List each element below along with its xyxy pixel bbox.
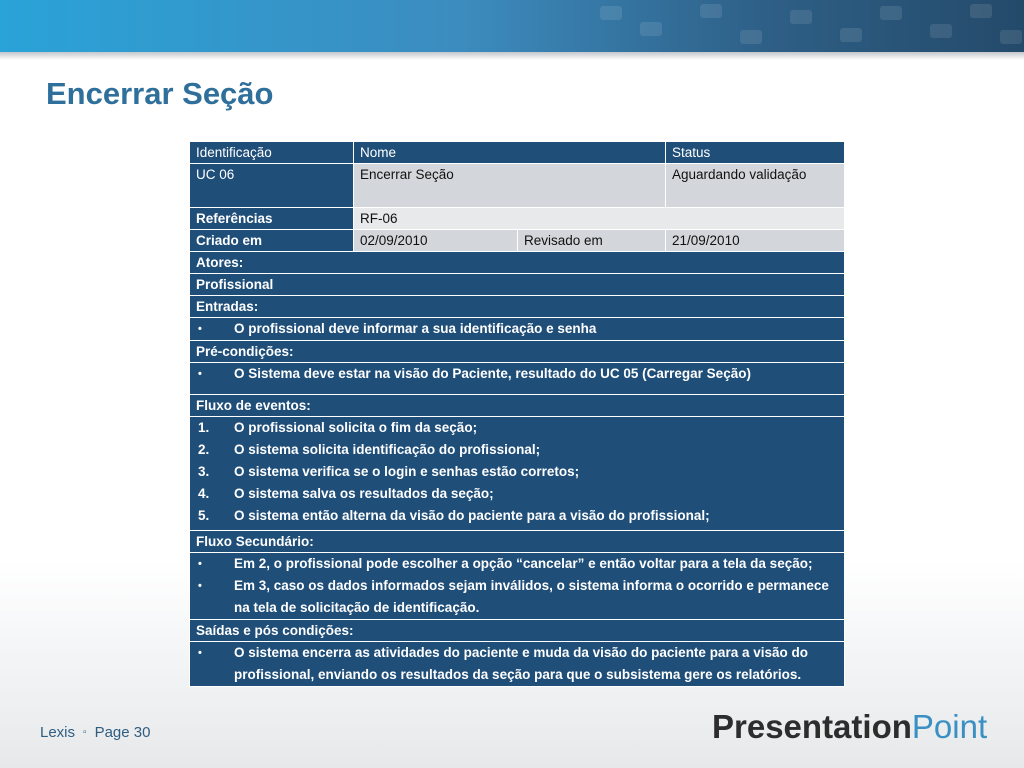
header-nome: Nome xyxy=(354,142,666,164)
page-number: Page 30 xyxy=(94,724,151,741)
table-header-row xyxy=(190,142,845,164)
table-row xyxy=(190,620,845,642)
flow-step-text: O sistema solicita identificação do profissional; xyxy=(234,442,541,457)
table-row xyxy=(190,208,845,230)
step-number: 1. xyxy=(198,420,210,435)
bullet-icon: • xyxy=(198,368,202,380)
step-number: 5. xyxy=(198,508,210,523)
references-label: Referências xyxy=(190,208,354,230)
flow-step-text: O profissional solicita o fim da seção; xyxy=(234,420,478,435)
revised-value: 21/09/2010 xyxy=(666,230,845,252)
list-item xyxy=(196,318,838,340)
flow-step-text: O sistema salva os resultados da seção; xyxy=(234,486,494,501)
footer xyxy=(40,724,150,741)
table-row xyxy=(190,230,845,252)
table-row xyxy=(190,252,845,274)
created-label: Criado em xyxy=(190,230,354,252)
header-banner xyxy=(0,0,1024,52)
uc-id: UC 06 xyxy=(190,164,354,208)
header-status: Status xyxy=(666,142,845,164)
step-number: 2. xyxy=(198,442,210,457)
footer-brand: Lexis xyxy=(40,724,76,741)
outputs-label: Saídas e pós condições: xyxy=(190,620,845,642)
bullet-icon: • xyxy=(198,647,202,659)
logo-part-presentation: Presentation xyxy=(712,708,912,745)
preconditions-cell xyxy=(190,363,845,395)
list-item xyxy=(196,575,838,619)
list-item xyxy=(196,553,838,575)
logo-part-point: Point xyxy=(911,708,988,745)
table-row xyxy=(190,341,845,363)
table-row xyxy=(190,274,845,296)
outputs-list xyxy=(196,642,838,686)
list-item xyxy=(196,483,838,505)
outputs-cell xyxy=(190,642,845,687)
table-row xyxy=(190,531,845,553)
inputs-cell xyxy=(190,318,845,341)
actors-label: Atores: xyxy=(190,252,845,274)
secondary-flow-cell xyxy=(190,553,845,620)
secondary-flow-text: Em 3, caso os dados informados sejam inválidos, o sistema informa o ocorrido e permanece na tela de solicitação de identificação. xyxy=(234,578,829,615)
list-item xyxy=(196,505,838,527)
preconditions-list xyxy=(196,363,838,385)
table-row xyxy=(190,318,845,341)
secondary-flow-list xyxy=(196,553,838,619)
list-item xyxy=(196,439,838,461)
slide-title: Encerrar Seção xyxy=(46,76,274,111)
preconditions-label: Pré-condições: xyxy=(190,341,845,363)
bullet-icon: • xyxy=(198,323,202,335)
use-case-table xyxy=(189,141,845,687)
table-row xyxy=(190,395,845,417)
flow-cell xyxy=(190,417,845,531)
table-row xyxy=(190,417,845,531)
secondary-flow-text: Em 2, o profissional pode escolher a opção “cancelar” e então voltar para a tela da seção; xyxy=(234,556,813,571)
revised-label: Revisado em xyxy=(518,230,666,252)
bullet-icon: • xyxy=(198,580,202,592)
actors-value: Profissional xyxy=(190,274,845,296)
bullet-icon: • xyxy=(198,558,202,570)
table-row xyxy=(190,296,845,318)
flow-label: Fluxo de eventos: xyxy=(190,395,845,417)
step-number: 3. xyxy=(198,464,210,479)
created-value: 02/09/2010 xyxy=(354,230,518,252)
list-item xyxy=(196,642,838,686)
table-row xyxy=(190,553,845,620)
banner-shadow xyxy=(0,52,1024,60)
uc-name: Encerrar Seção xyxy=(354,164,666,208)
table-row xyxy=(190,363,845,395)
step-number: 4. xyxy=(198,486,210,501)
inputs-label: Entradas: xyxy=(190,296,845,318)
flow-list xyxy=(196,417,838,527)
table-row xyxy=(190,642,845,687)
flow-step-text: O sistema então alterna da visão do paciente para a visão do profissional; xyxy=(234,508,710,523)
inputs-item-text: O profissional deve informar a sua identificação e senha xyxy=(234,321,597,336)
inputs-list xyxy=(196,318,838,340)
presentationpoint-logo xyxy=(712,708,987,746)
footer-separator-icon: ▫ xyxy=(83,727,87,738)
flow-step-text: O sistema verifica se o login e senhas estão corretos; xyxy=(234,464,580,479)
table-row xyxy=(190,164,845,208)
secondary-flow-label: Fluxo Secundário: xyxy=(190,531,845,553)
header-identificacao: Identificação xyxy=(190,142,354,164)
preconditions-item-text: O Sistema deve estar na visão do Paciente, resultado do UC 05 (Carregar Seção) xyxy=(234,366,751,381)
references-value: RF-06 xyxy=(354,208,845,230)
list-item xyxy=(196,461,838,483)
list-item xyxy=(196,363,838,385)
outputs-item-text: O sistema encerra as atividades do paciente e muda da visão do paciente para a visão do profissional, enviando os resultados da seção para que o subsistema gere os relatórios. xyxy=(234,645,808,682)
list-item xyxy=(196,417,838,439)
uc-status: Aguardando validação xyxy=(666,164,845,208)
